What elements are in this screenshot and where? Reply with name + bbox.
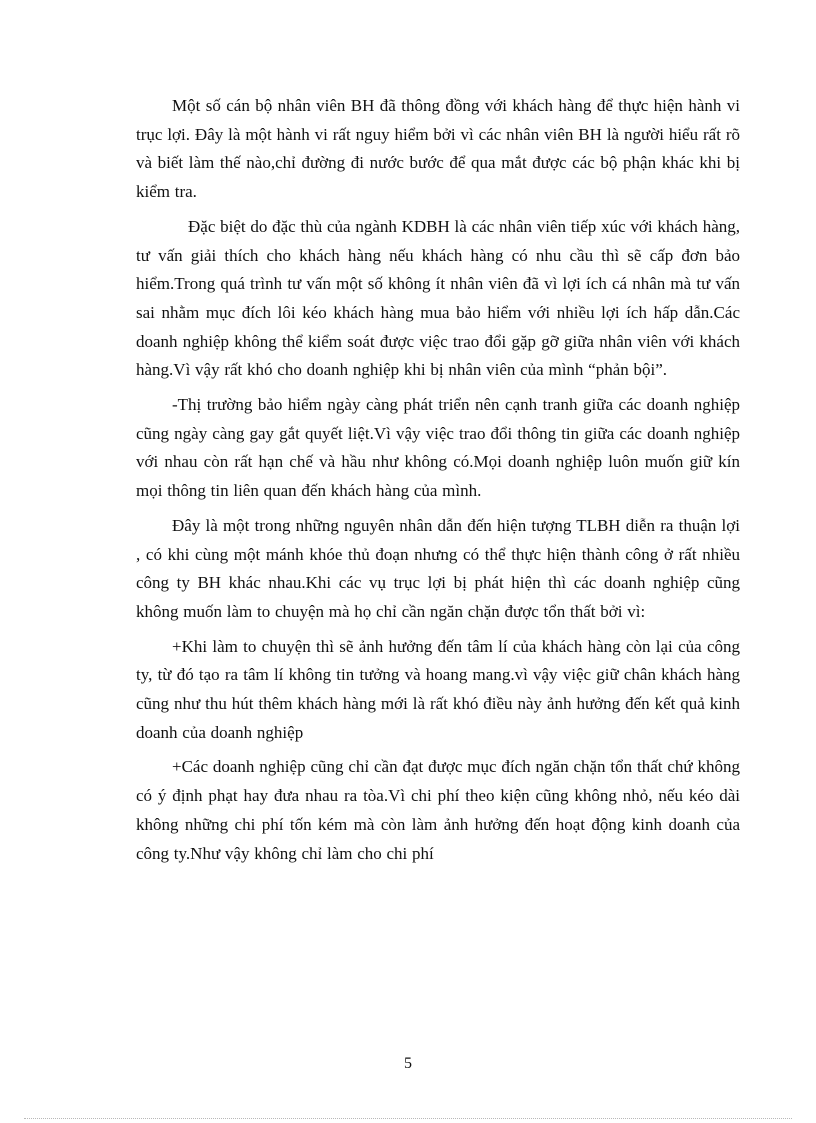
paragraph-insurance-consulting: Đặc biệt do đặc thù của ngành KDBH là các nhân viên tiếp xúc với khách hàng, tư vấn giải thích cho khách hàng nếu khách hàng có nhu cầu thì sẽ cấp đơn bảo hiểm.Trong quá trình tư vấn một số không ít nhân viên đã vì lợi ích cá nhân mà tư vấn sai nhằm mục đích lôi kéo khách hàng mua bảo hiểm với nhiều lợi ích hấp dẫn.Các doanh nghiệp không thể kiểm soát được việc trao đổi gặp gỡ giữa nhân viên với khách hàng.Vì vậy rất khó cho doanh nghiệp khi bị nhân viên của mình “phản bội”. [136, 216, 740, 380]
paragraph-market-competition: -Thị trường bảo hiểm ngày càng phát triển nên cạnh tranh giữa các doanh nghiệp cũng ngày càng gay gắt quyết liệt.Vì vậy việc trao đổi thông tin giữa các doanh nghiệp với nhau còn rất hạn chế và hầu như không có.Mọi doanh nghiệp luôn muốn giữ kín mọi thông tin liên quan đến khách hàng của mình. [136, 395, 740, 501]
paragraph-collusion: Một số cán bộ nhân viên BH đã thông đồng với khách hàng để thực hiện hành vi trục lợi. Đây là một hành vi rất nguy hiểm bởi vì các nhân viên BH là người hiểu rất rõ và biết làm thế nào,chỉ đường đi nước bước để qua mắt được các bộ phận khác khi bị kiểm tra. [136, 96, 740, 202]
footer-divider [24, 1118, 792, 1119]
paragraph-reason-psychology: +Khi làm to chuyện thì sẽ ảnh hưởng đến tâm lí của khách hàng còn lại của công ty, từ đó tạo ra tâm lí không tin tưởng và hoang mang.vì vậy việc giữ chân khách hàng cũng như thu hút thêm khách hàng mới là rất khó điều này ảnh hưởng đến kết quả kinh doanh của doanh nghiệp [136, 636, 740, 742]
body-text [136, 92, 740, 874]
page-number: 5 [404, 1055, 412, 1072]
paragraph-reason-cost: +Các doanh nghiệp cũng chỉ cần đạt được mục đích ngăn chặn tổn thất chứ không có ý định phạt hay đưa nhau ra tòa.Vì chi phí theo kiện cũng không nhỏ, nếu kéo dài không những chi phí tốn kém mà còn làm ảnh hưởng đến hoạt động kinh doanh của công ty.Như vậy không chỉ làm cho chi phí [136, 757, 740, 863]
paragraph-cause: Đây là một trong những nguyên nhân dẫn đến hiện tượng TLBH diễn ra thuận lợi , có khi cùng một mánh khóe thủ đoạn nhưng có thể thực hiện thành công ở rất nhiều công ty BH khác nhau.Khi các vụ trục lợi bị phát hiện thì các doanh nghiệp cũng không muốn làm to chuyện mà họ chỉ cần ngăn chặn được tổn thất bởi vì: [136, 515, 740, 621]
